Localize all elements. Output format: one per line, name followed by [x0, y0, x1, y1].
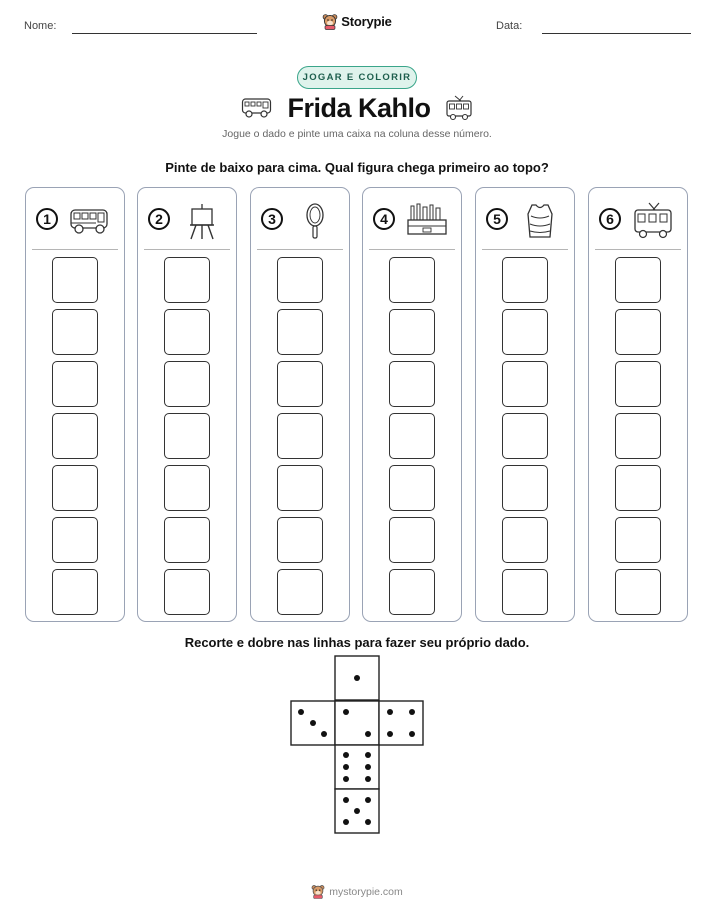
color-box[interactable]	[502, 361, 548, 407]
column-header	[251, 200, 349, 240]
color-box[interactable]	[164, 309, 210, 355]
column-6	[588, 187, 688, 622]
color-box[interactable]	[389, 309, 435, 355]
color-box[interactable]	[164, 413, 210, 459]
footer	[0, 884, 714, 904]
column-2	[137, 187, 237, 622]
color-box[interactable]	[615, 413, 661, 459]
color-box[interactable]	[502, 413, 548, 459]
column-3	[250, 187, 350, 622]
color-box[interactable]	[164, 569, 210, 615]
color-box[interactable]	[502, 465, 548, 511]
paint-box-icon	[405, 202, 449, 240]
color-box[interactable]	[52, 361, 98, 407]
color-box[interactable]	[164, 465, 210, 511]
easel-icon	[180, 202, 224, 240]
die-face-center	[335, 701, 379, 745]
color-box[interactable]	[615, 517, 661, 563]
column-divider	[369, 249, 455, 250]
color-box[interactable]	[389, 361, 435, 407]
column-divider	[482, 249, 568, 250]
date-label: Data:	[496, 20, 523, 32]
column-header	[26, 200, 124, 240]
hand-mirror-icon	[293, 202, 337, 240]
column-number: 1	[36, 208, 58, 230]
color-box[interactable]	[277, 413, 323, 459]
color-box[interactable]	[277, 465, 323, 511]
column-header	[589, 200, 687, 240]
name-label: Nome:	[24, 20, 57, 32]
bear-mascot-icon	[311, 884, 325, 899]
color-box[interactable]	[277, 257, 323, 303]
footer-url: mystorypie.com	[329, 885, 403, 898]
color-box[interactable]	[615, 465, 661, 511]
column-divider	[595, 249, 681, 250]
color-box[interactable]	[502, 257, 548, 303]
color-box[interactable]	[502, 569, 548, 615]
column-divider	[32, 249, 118, 250]
column-divider	[144, 249, 230, 250]
color-box[interactable]	[389, 569, 435, 615]
column-number: 3	[261, 208, 283, 230]
color-box[interactable]	[164, 517, 210, 563]
color-box[interactable]	[52, 309, 98, 355]
color-box[interactable]	[389, 517, 435, 563]
die-face-right	[379, 701, 423, 745]
instruction-bottom: Recorte e dobre nas linhas para fazer seu próprio dado.	[184, 635, 530, 650]
color-box[interactable]	[277, 309, 323, 355]
bus-icon	[68, 202, 112, 240]
color-box[interactable]	[52, 257, 98, 303]
storypie-logo	[0, 13, 714, 35]
color-box[interactable]	[52, 569, 98, 615]
page-title: Frida Kahlo	[287, 92, 431, 123]
column-number: 2	[148, 208, 170, 230]
bear-mascot-icon	[322, 13, 338, 30]
color-box[interactable]	[615, 361, 661, 407]
color-box[interactable]	[52, 413, 98, 459]
column-4	[362, 187, 462, 622]
color-box[interactable]	[502, 309, 548, 355]
color-box[interactable]	[164, 361, 210, 407]
color-box[interactable]	[615, 257, 661, 303]
column-number: 6	[599, 208, 621, 230]
color-box[interactable]	[277, 569, 323, 615]
tram-icon	[445, 95, 473, 121]
subtitle: Jogue o dado e pinte uma caixa na coluna desse número.	[222, 128, 492, 140]
embroidered-blouse-icon	[518, 202, 562, 240]
color-box[interactable]	[389, 257, 435, 303]
column-header	[363, 200, 461, 240]
category-badge: JOGAR E COLORIR	[297, 66, 417, 89]
color-box[interactable]	[52, 517, 98, 563]
column-number: 4	[373, 208, 395, 230]
tram-icon	[631, 202, 675, 240]
logo-text: Storypie	[341, 14, 392, 29]
die-face-lower	[335, 745, 379, 789]
color-box[interactable]	[502, 517, 548, 563]
column-header	[138, 200, 236, 240]
color-box[interactable]	[164, 257, 210, 303]
title-row	[0, 92, 714, 124]
column-divider	[257, 249, 343, 250]
column-5	[475, 187, 575, 622]
color-box[interactable]	[615, 309, 661, 355]
instruction-top: Pinte de baixo para cima. Qual figura chega primeiro ao topo?	[165, 160, 549, 175]
color-box[interactable]	[389, 413, 435, 459]
bus-icon	[241, 97, 273, 119]
color-box[interactable]	[615, 569, 661, 615]
column-header	[476, 200, 574, 240]
color-box[interactable]	[277, 517, 323, 563]
color-box[interactable]	[52, 465, 98, 511]
column-1	[25, 187, 125, 622]
column-number: 5	[486, 208, 508, 230]
color-box[interactable]	[277, 361, 323, 407]
color-box[interactable]	[389, 465, 435, 511]
die-net	[290, 655, 425, 835]
